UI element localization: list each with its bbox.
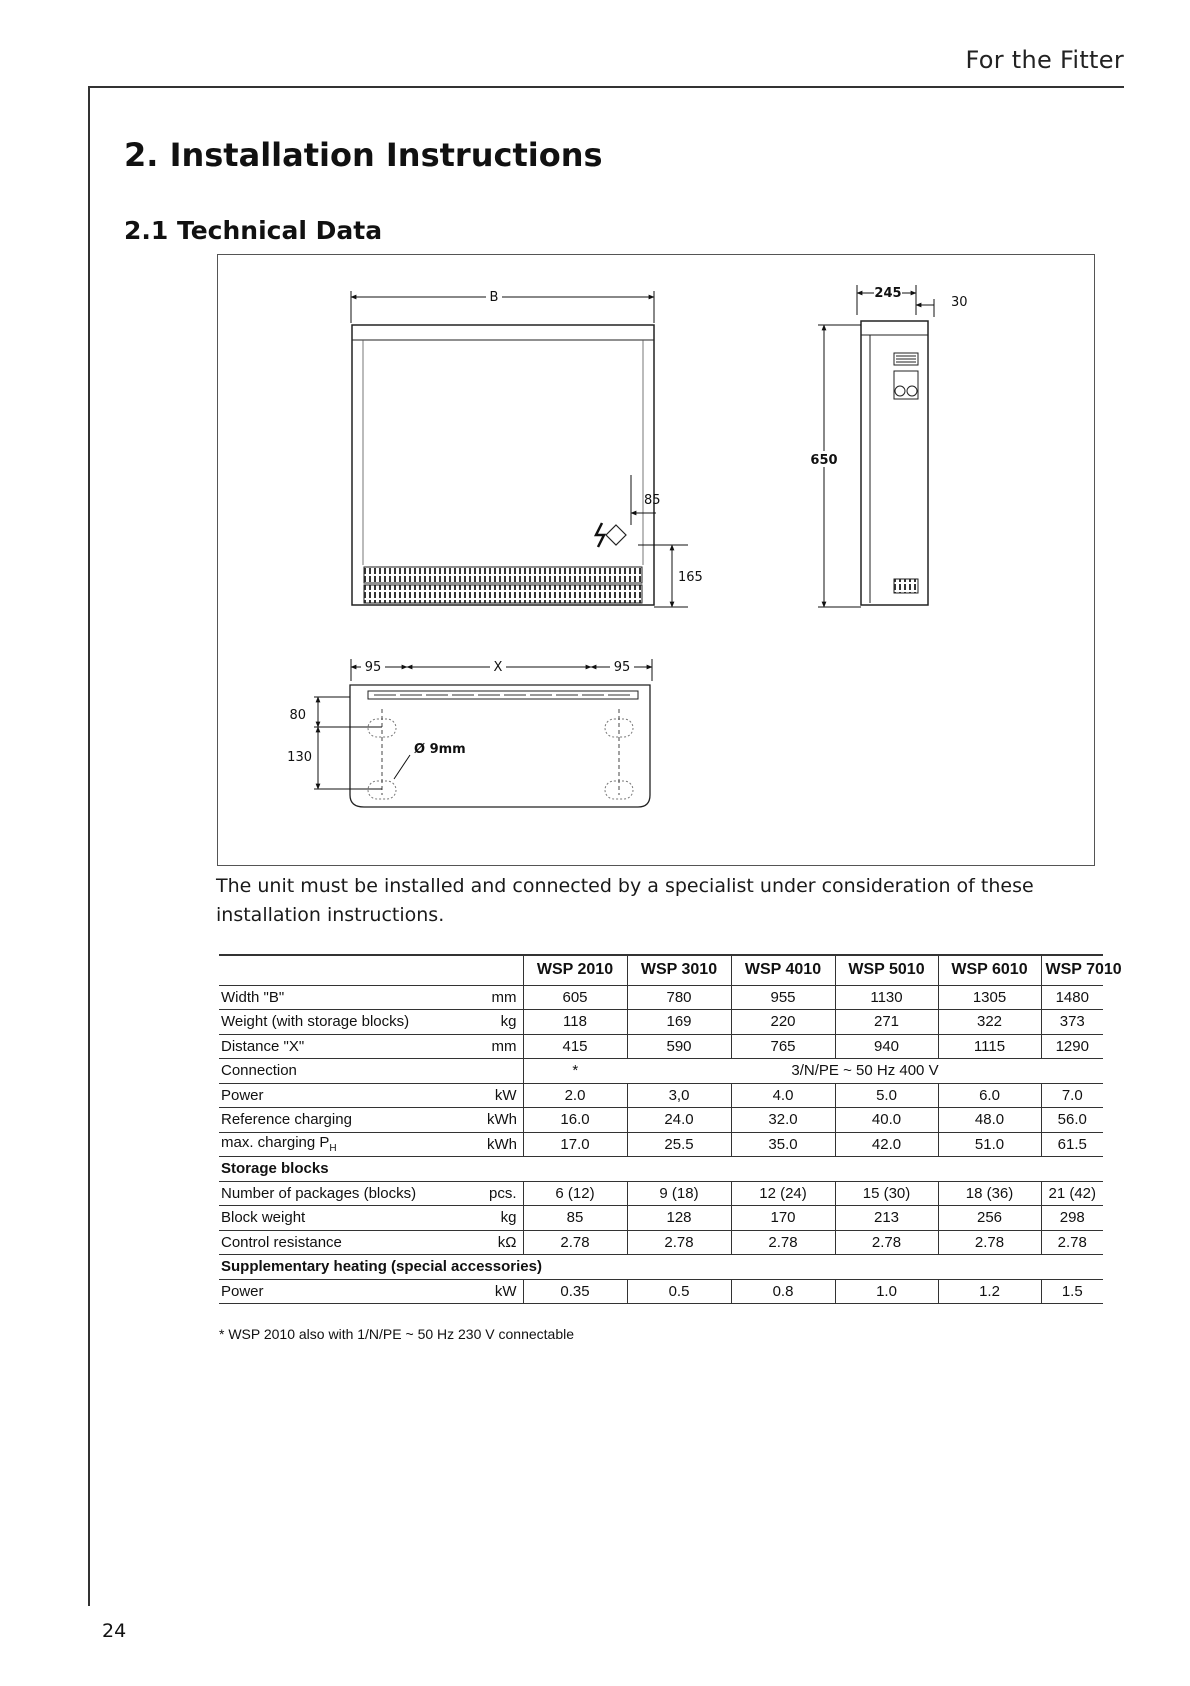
table-cell: 128 [627,1206,731,1231]
section-label: Storage blocks [219,1157,1103,1182]
row-unit: mm [483,985,523,1010]
table-cell: 35.0 [731,1132,835,1157]
margin-rule [88,86,90,1606]
table-cell: 213 [835,1206,938,1231]
control-panel-icon [894,353,918,399]
table-cell: 2.78 [627,1230,731,1255]
table-cell: 590 [627,1034,731,1059]
row-unit [483,1059,523,1084]
table-cell: 61.5 [1041,1132,1103,1157]
table-cell: 42.0 [835,1132,938,1157]
dim-hole-diameter: Ø 9mm [414,742,466,757]
table-cell: 25.5 [627,1132,731,1157]
dim-bottom-offset: 165 [678,570,703,585]
table-footnote: * WSP 2010 also with 1/N/PE ~ 50 Hz 230 V connectable [219,1326,575,1342]
table-cell: 170 [731,1206,835,1231]
table-row [219,1206,1103,1231]
section-heading: 2.1 Technical Data [124,216,383,245]
row-label-text: max. charging P [221,1134,330,1152]
table-cell: 24.0 [627,1108,731,1133]
section-row [219,1157,1103,1182]
row-label: Block weight [219,1206,483,1231]
dim-depth: 245 [874,286,902,301]
connection-cell: 3/N/PE ~ 50 Hz 400 V [627,1059,1103,1084]
table-cell: 9 (18) [627,1181,731,1206]
row-label: Connection [219,1059,483,1084]
row-unit: pcs. [483,1181,523,1206]
row-label: Distance "X" [219,1034,483,1059]
table-cell: 1480 [1041,985,1103,1010]
dim-top-mount: 80 [289,708,306,723]
table-cell: 169 [627,1010,731,1035]
row-label: Reference charging [219,1108,483,1133]
table-cell: 48.0 [938,1108,1041,1133]
mounting-view [287,658,652,807]
row-unit: kW [483,1279,523,1304]
table-cell: 2.78 [731,1230,835,1255]
row-label [219,1132,483,1157]
table-cell: 32.0 [731,1108,835,1133]
table-cell: 940 [835,1034,938,1059]
table-cell: 1.0 [835,1279,938,1304]
table-cell: 7.0 [1041,1083,1103,1108]
model-header: WSP 5010 [835,955,938,985]
table-cell: 271 [835,1010,938,1035]
section-label: Supplementary heating (special accessories) [219,1255,1103,1280]
model-header: WSP 3010 [627,955,731,985]
side-view [810,285,968,607]
chapter-heading: 2. Installation Instructions [124,136,603,174]
row-label-subscript: H [329,1143,337,1155]
row-unit: kWh [483,1132,523,1157]
drawing-canvas [218,255,1096,867]
table-cell: 765 [731,1034,835,1059]
row-unit: kg [483,1010,523,1035]
dim-edge-left: 95 [364,660,382,675]
row-unit: kg [483,1206,523,1231]
table-cell: 220 [731,1010,835,1035]
model-header: WSP 2010 [523,955,627,985]
intro-paragraph: The unit must be installed and connected by a specialist under consideration of these installation instructions. [216,875,1034,926]
header-rule [88,86,1124,88]
table-cell: 322 [938,1010,1041,1035]
dim-side-offset: 85 [644,493,661,508]
row-label: Power [219,1279,483,1304]
table-cell: 4.0 [731,1083,835,1108]
dim-width-b: B [489,290,499,305]
table-cell: 2.78 [1041,1230,1103,1255]
table-cell: 0.8 [731,1279,835,1304]
page-number: 24 [102,1620,127,1642]
table-cell: 118 [523,1010,627,1035]
table-cell: 780 [627,985,731,1010]
table-cell: 85 [523,1206,627,1231]
table-row [219,1108,1103,1133]
table-cell: 256 [938,1206,1041,1231]
table-cell: 5.0 [835,1083,938,1108]
table-cell: 1.2 [938,1279,1041,1304]
table-cell: 0.35 [523,1279,627,1304]
row-label: Control resistance [219,1230,483,1255]
table-row [219,1010,1103,1035]
dim-edge-right: 95 [613,660,631,675]
table-cell: 415 [523,1034,627,1059]
table-cell: 1.5 [1041,1279,1103,1304]
model-header: WSP 7010 [1041,955,1103,985]
table-cell: 605 [523,985,627,1010]
table-cell: 2.78 [835,1230,938,1255]
table-cell: 2.78 [523,1230,627,1255]
table-header-row [219,955,1103,985]
dim-hole-spacing: 130 [287,750,312,765]
table-cell: 1305 [938,985,1041,1010]
table-cell: 955 [731,985,835,1010]
table-row [219,1132,1103,1157]
row-unit: kW [483,1083,523,1108]
row-unit: kWh [483,1108,523,1133]
table-cell: 15 (30) [835,1181,938,1206]
table-cell: 1115 [938,1034,1041,1059]
section-row [219,1255,1103,1280]
table-cell: 40.0 [835,1108,938,1133]
table-cell: 0.5 [627,1279,731,1304]
front-view [351,289,703,607]
table-row [219,1181,1103,1206]
table-cell: 16.0 [523,1108,627,1133]
table-row [219,1230,1103,1255]
dim-distance-x: X [493,660,503,675]
row-unit: kΩ [483,1230,523,1255]
technical-data-table [219,954,1122,1304]
table-cell: 21 (42) [1041,1181,1103,1206]
running-header: For the Fitter [965,46,1124,74]
row-label: Number of packages (blocks) [219,1181,483,1206]
table-cell: 17.0 [523,1132,627,1157]
table-row [219,1059,1103,1084]
table-cell: 18 (36) [938,1181,1041,1206]
row-label: Width "B" [219,985,483,1010]
table-cell: 12 (24) [731,1181,835,1206]
header-corner [219,955,523,985]
table-cell: 6.0 [938,1083,1041,1108]
table-cell: 51.0 [938,1132,1041,1157]
model-header: WSP 6010 [938,955,1041,985]
table-cell: 1130 [835,985,938,1010]
table-cell: 373 [1041,1010,1103,1035]
row-label: Power [219,1083,483,1108]
table-cell: 56.0 [1041,1108,1103,1133]
model-header: WSP 4010 [731,955,835,985]
table-cell: 1290 [1041,1034,1103,1059]
row-unit: mm [483,1034,523,1059]
table-cell: 2.0 [523,1083,627,1108]
dim-height: 650 [810,453,838,468]
table-row [219,985,1103,1010]
table-cell: 2.78 [938,1230,1041,1255]
technical-drawing [217,254,1095,866]
table-row [219,1083,1103,1108]
table-row [219,1279,1103,1304]
table-cell: 298 [1041,1206,1103,1231]
row-label: Weight (with storage blocks) [219,1010,483,1035]
table-row [219,1034,1103,1059]
table-cell: * [523,1059,627,1084]
dim-offset: 30 [951,295,968,310]
table-cell: 3,0 [627,1083,731,1108]
table-cell: 6 (12) [523,1181,627,1206]
